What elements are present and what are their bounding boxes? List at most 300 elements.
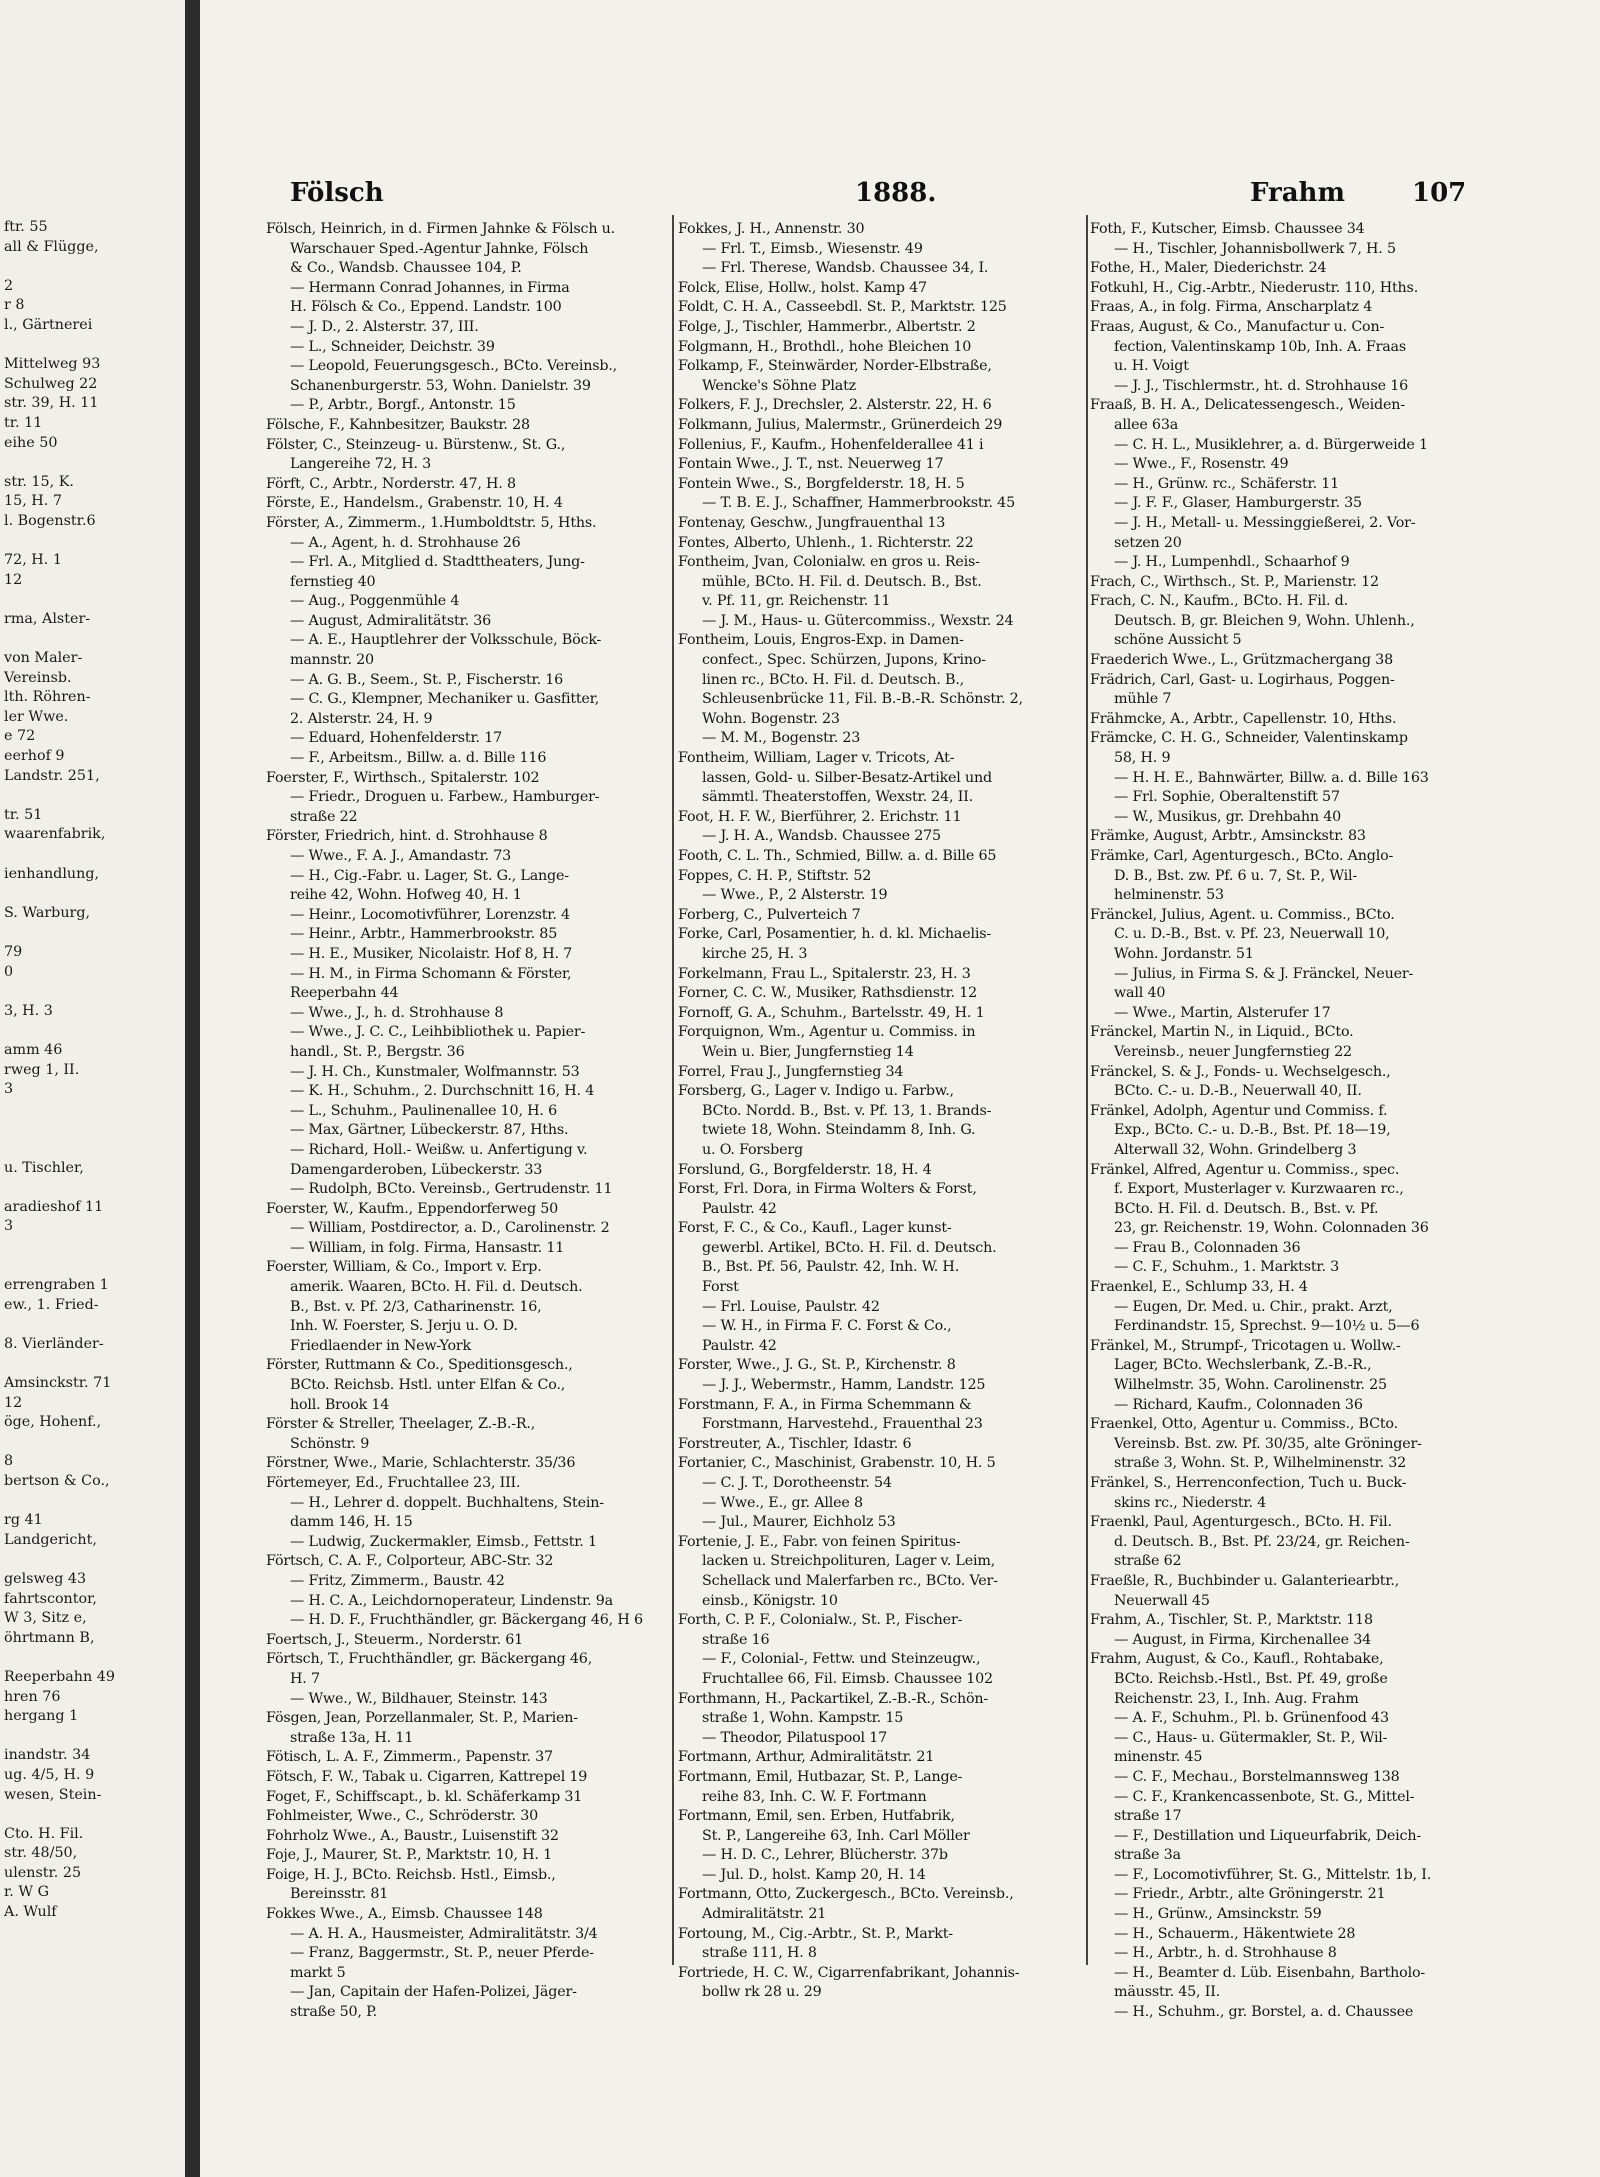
facing-page-line: fahrtscontor, xyxy=(4,1590,97,1607)
directory-entry-line: Förtsch, C. A. F., Colporteur, ABC-Str. 32 xyxy=(266,1553,554,1570)
directory-entry-line: — J. H. Ch., Kunstmaler, Wolfmannstr. 53 xyxy=(290,1063,580,1080)
directory-entry-line: Fortoung, M., Cig.-Arbtr., St. P., Markt- xyxy=(678,1925,953,1942)
directory-entry-line: Folkamp, F., Steinwärder, Norder-Elbstraße, xyxy=(678,358,992,375)
directory-entry-line: — L., Schuhm., Paulinenallee 10, H. 6 xyxy=(290,1102,557,1119)
directory-entry-line: Fontheim, Louis, Engros-Exp. in Damen- xyxy=(678,632,964,649)
directory-entry-line: damm 146, H. 15 xyxy=(290,1514,413,1531)
directory-entry-line: Fohrholz Wwe., A., Baustr., Luisenstift 32 xyxy=(266,1827,559,1844)
directory-entry-line: helminenstr. 53 xyxy=(1114,887,1224,904)
directory-entry-line: — C. G., Klempner, Mechaniker u. Gasfitter, xyxy=(290,691,600,708)
facing-page-line xyxy=(0,786,185,806)
directory-entry-line: Reichenstr. 23, I., Inh. Aug. Frahm xyxy=(1114,1690,1359,1707)
directory-entry-line: — C. F., Mechau., Borstelmannsweg 138 xyxy=(1114,1768,1400,1785)
facing-page-line: eerhof 9 xyxy=(4,748,65,765)
directory-entry-line: — Wwe., J., h. d. Strohhause 8 xyxy=(290,1004,504,1021)
directory-entry-line: d. Deutsch. B., Bst. Pf. 23/24, gr. Reichen- xyxy=(1114,1533,1410,1550)
directory-entry-line: — F., Locomotivführer, St. G., Mittelstr. 1b, I. xyxy=(1114,1866,1432,1883)
header-left-keyword: Fölsch xyxy=(290,178,384,208)
facing-page-line: bertson & Co., xyxy=(4,1473,110,1489)
directory-entry-line: Forslund, G., Borgfelderstr. 18, H. 4 xyxy=(678,1161,932,1178)
directory-entry-line: u. O. Forsberg xyxy=(702,1141,803,1158)
directory-entry-line: — William, in folg. Firma, Hansastr. 11 xyxy=(290,1239,565,1256)
facing-page-line: Cto. H. Fil. xyxy=(4,1825,84,1842)
directory-entry-line: Foppes, C. H. P., Stiftstr. 52 xyxy=(678,867,872,884)
directory-entry-line: Vereinsb., neuer Jungfernstieg 22 xyxy=(1114,1043,1352,1060)
directory-entry-line: Fraeßle, R., Buchbinder u. Galanteriearbtr., xyxy=(1090,1572,1400,1589)
facing-page-line: 3 xyxy=(4,1081,14,1098)
facing-page-line: Landgericht, xyxy=(4,1531,97,1548)
directory-entry-line: — C. H. L., Musiklehrer, a. d. Bürgerweide 1 xyxy=(1114,436,1428,453)
directory-entry-line: Folgmann, H., Brothdl., hohe Bleichen 10 xyxy=(678,338,972,355)
directory-entry-line: — H., Schauerm., Häkentwiete 28 xyxy=(1114,1925,1356,1942)
directory-entry-line: — H. H. E., Bahnwärter, Billw. a. d. Bille 163 xyxy=(1114,769,1429,786)
directory-entry-line: — Jul., Maurer, Eichholz 53 xyxy=(702,1514,896,1531)
facing-page-line: Schulweg 22 xyxy=(4,375,98,392)
directory-entry-line: — H. D. F., Fruchthändler, gr. Bäckergang 46, H 6 xyxy=(290,1612,643,1629)
facing-page-line: inandstr. 34 xyxy=(4,1747,91,1764)
directory-entry-line: — P., Arbtr., Borgf., Antonstr. 15 xyxy=(290,397,516,414)
directory-entry-line: — A., Agent, h. d. Strohhause 26 xyxy=(290,534,521,551)
facing-page-line: e 72 xyxy=(4,728,36,745)
directory-entry-line: Foget, F., Schiffscapt., b. kl. Schäferkamp 31 xyxy=(266,1788,583,1805)
directory-entry-line: Fortanier, C., Maschinist, Grabenstr. 10, H. 5 xyxy=(678,1455,996,1472)
directory-entry-line: — August, in Firma, Kirchenallee 34 xyxy=(1114,1631,1372,1648)
directory-entry-line: twiete 18, Wohn. Steindamm 8, Inh. G. xyxy=(702,1122,976,1139)
facing-page-line: Landstr. 251, xyxy=(4,767,100,784)
directory-entry-line: Forstmann, F. A., in Firma Schemmann & xyxy=(678,1396,972,1413)
directory-entry-line: Förtemeyer, Ed., Fruchtallee 23, III. xyxy=(266,1475,521,1491)
facing-page-line xyxy=(0,1315,185,1335)
entries-column-1 xyxy=(266,220,678,2023)
directory-entry-line: Frahm, August, & Co., Kaufl., Rohtabake, xyxy=(1090,1651,1384,1668)
facing-page-line: eihe 50 xyxy=(4,434,58,451)
facing-page-line: ftr. 55 xyxy=(4,219,48,235)
facing-page-line: amm 46 xyxy=(4,1041,63,1058)
directory-entry-line: — Wwe., P., 2 Alsterstr. 19 xyxy=(702,887,888,904)
directory-entry-line: straße 50, P. xyxy=(290,2004,377,2021)
directory-entry-line: Fölsche, F., Kahnbesitzer, Baukstr. 28 xyxy=(266,416,530,433)
directory-entry-line: skins rc., Niederstr. 4 xyxy=(1114,1494,1267,1511)
directory-entry-line: Schönstr. 9 xyxy=(290,1435,370,1452)
directory-entry-line: Fothe, H., Maler, Diederichstr. 24 xyxy=(1090,260,1327,277)
directory-entry-line: — K. H., Schuhm., 2. Durchschnitt 16, H. 4 xyxy=(290,1083,595,1100)
facing-page-line: rma, Alster- xyxy=(4,610,91,627)
directory-entry-line: Foth, F., Kutscher, Eimsb. Chaussee 34 xyxy=(1090,221,1365,237)
facing-page-line: S. Warburg, xyxy=(4,904,91,921)
facing-page-line: W 3, Sitz e, xyxy=(4,1610,87,1627)
directory-entry-line: Schleusenbrücke 11, Fil. B.-B.-R. Schönstr. 2, xyxy=(702,691,1023,708)
facing-page-line xyxy=(0,1178,185,1198)
facing-page-line xyxy=(0,982,185,1002)
facing-page-line: 79 xyxy=(4,943,23,960)
directory-entry-line: Foertsch, J., Steuerm., Norderstr. 61 xyxy=(266,1631,524,1648)
header-year: 1888. xyxy=(855,178,937,208)
directory-entry-line: straße 111, H. 8 xyxy=(702,1945,817,1962)
facing-page-line: ulenstr. 25 xyxy=(4,1864,82,1881)
directory-entry-line: Foje, J., Maurer, St. P., Marktstr. 10, H. 1 xyxy=(266,1847,552,1864)
directory-entry-line: — Wwe., W., Bildhauer, Steinstr. 143 xyxy=(290,1690,548,1707)
directory-entry-line: Forkelmann, Frau L., Spitalerstr. 23, H. 3 xyxy=(678,965,971,982)
directory-entry-line: Fortmann, Otto, Zuckergesch., BCto. Vereinsb., xyxy=(678,1886,1014,1903)
directory-entry-line: Fontheim, Jvan, Colonialw. en gros u. Reis- xyxy=(678,554,980,571)
directory-entry-line: Fotkuhl, H., Cig.-Arbtr., Niederustr. 110, Hths. xyxy=(1090,279,1419,296)
directory-entry-line: — T. B. E. J., Schaffner, Hammerbrookstr. 45 xyxy=(702,495,1015,512)
facing-page-line: 12 xyxy=(4,571,23,588)
directory-entry-line: — M. M., Bogenstr. 23 xyxy=(702,730,861,747)
directory-entry-line: straße 16 xyxy=(702,1631,770,1648)
directory-entry-line: Fortenie, J. E., Fabr. von feinen Spiritus- xyxy=(678,1533,961,1550)
directory-entry-line: Främke, August, Arbtr., Amsinckstr. 83 xyxy=(1090,828,1366,845)
directory-entry-line: BCto. Reichsb.-Hstl., Bst. Pf. 49, große xyxy=(1114,1670,1388,1687)
facing-page-line: waarenfabrik, xyxy=(4,826,106,843)
facing-page-line xyxy=(0,884,185,904)
directory-entry-line: Forster, Wwe., J. G., St. P., Kirchenstr. 8 xyxy=(678,1357,956,1374)
directory-entry-line: 58, H. 9 xyxy=(1114,750,1171,767)
directory-entry-line: — L., Schneider, Deichstr. 39 xyxy=(290,338,495,355)
directory-entry-line: reihe 42, Wohn. Hofweg 40, H. 1 xyxy=(290,887,522,904)
directory-entry-line: lassen, Gold- u. Silber-Besatz-Artikel und xyxy=(702,769,992,786)
directory-entry-line: Fraas, A., in folg. Firma, Anscharplatz 4 xyxy=(1090,299,1373,316)
facing-page-line: Reeperbahn 49 xyxy=(4,1668,115,1685)
facing-page-line: r. W G xyxy=(4,1884,50,1901)
directory-entry-line: Foige, H. J., BCto. Reichsb. Hstl., Eimsb., xyxy=(266,1866,556,1883)
directory-entry-line: Fraenkel, E., Schlump 33, H. 4 xyxy=(1090,1279,1308,1296)
directory-entry-line: Fornoff, G. A., Schuhm., Bartelsstr. 49, H. 1 xyxy=(678,1004,985,1021)
directory-entry-line: straße 17 xyxy=(1114,1808,1182,1825)
directory-entry-line: BCto. Reichsb. Hstl. unter Elfan & Co., xyxy=(290,1377,566,1394)
facing-page-line xyxy=(0,1100,185,1120)
directory-entry-line: Follenius, F., Kaufm., Hohenfelderallee 41 i xyxy=(678,436,984,453)
page-number: 107 xyxy=(1412,178,1467,208)
directory-entry-line: — Frl. Therese, Wandsb. Chaussee 34, I. xyxy=(702,260,989,277)
facing-page-line xyxy=(0,1550,185,1570)
directory-entry-line: mannstr. 20 xyxy=(290,652,374,669)
directory-entry-line: Fränkel, M., Strumpf-, Tricotagen u. Wollw.- xyxy=(1090,1337,1401,1354)
directory-entry-line: H. 7 xyxy=(290,1670,320,1687)
directory-entry-line: confect., Spec. Schürzen, Jupons, Krino- xyxy=(702,652,986,669)
directory-entry-line: Fösgen, Jean, Porzellanmaler, St. P., Marien- xyxy=(266,1710,578,1727)
directory-entry-line: Fötsch, F. W., Tabak u. Cigarren, Kattrepel 19 xyxy=(266,1768,588,1785)
directory-entry-line: Fortmann, Emil, Hutbazar, St. P., Lange- xyxy=(678,1768,963,1785)
directory-page xyxy=(200,0,1600,2177)
facing-page-line: errengraben 1 xyxy=(4,1277,109,1294)
directory-entry-line: Reeperbahn 44 xyxy=(290,985,399,1002)
facing-page-line xyxy=(0,1433,185,1453)
directory-entry-line: Fraederich Wwe., L., Grützmachergang 38 xyxy=(1090,652,1393,669)
directory-entry-line: Langereihe 72, H. 3 xyxy=(290,456,432,473)
directory-entry-line: Förster, Ruttmann & Co., Speditionsgesch., xyxy=(266,1357,573,1374)
directory-entry-line: Frach, C., Wirthsch., St. P., Marienstr. 12 xyxy=(1090,573,1379,590)
facing-page-line xyxy=(0,1237,185,1257)
directory-entry-line: — Frl. A., Mitglied d. Stadttheaters, Jung- xyxy=(290,554,585,571)
directory-entry-line: — Rudolph, BCto. Vereinsb., Gertrudenstr. 11 xyxy=(290,1181,613,1198)
directory-entry-line: amerik. Waaren, BCto. H. Fil. d. Deutsch. xyxy=(290,1279,583,1296)
directory-entry-line: — A. H. A., Hausmeister, Admiralitätstr. 3/4 xyxy=(290,1925,598,1942)
directory-entry-line: — A. F., Schuhm., Pl. b. Grünenfood 43 xyxy=(1114,1710,1389,1727)
directory-entry-line: Damengarderoben, Lübeckerstr. 33 xyxy=(290,1161,543,1178)
facing-page-line xyxy=(0,1021,185,1041)
directory-entry-line: — Leopold, Feuerungsgesch., BCto. Vereinsb., xyxy=(290,358,618,375)
directory-entry-line: Wohn. Bogenstr. 23 xyxy=(702,710,840,727)
directory-entry-line: — Jul. D., holst. Kamp 20, H. 14 xyxy=(702,1866,926,1883)
directory-entry-line: — J. J., Tischlermstr., ht. d. Strohhause 16 xyxy=(1114,377,1409,394)
directory-entry-line: Neuerwall 45 xyxy=(1114,1592,1210,1609)
directory-entry-line: — Heinr., Locomotivführer, Lorenzstr. 4 xyxy=(290,906,570,923)
directory-entry-line: — Ludwig, Zuckermakler, Eimsb., Fettstr. 1 xyxy=(290,1533,597,1550)
entries-column-2 xyxy=(678,220,1088,2003)
directory-entry-line: Förstner, Wwe., Marie, Schlachterstr. 35/36 xyxy=(266,1455,576,1472)
facing-page-line: rweg 1, II. xyxy=(4,1061,80,1078)
directory-entry-line: — Franz, Baggermstr., St. P., neuer Pferde- xyxy=(290,1945,594,1962)
directory-entry-line: — H., Cig.-Fabr. u. Lager, St. G., Lange- xyxy=(290,867,569,884)
directory-entry-line: — H. C. A., Leichdornoperateur, Lindenstr. 9a xyxy=(290,1592,613,1609)
facing-page-line: str. 39, H. 11 xyxy=(4,395,99,412)
directory-entry-line: Förft, C., Arbtr., Norderstr. 47, H. 8 xyxy=(266,475,516,492)
facing-page-line: ug. 4/5, H. 9 xyxy=(4,1766,95,1783)
page-header xyxy=(200,178,1600,218)
facing-page-line: lth. Röhren- xyxy=(4,689,91,706)
directory-entry-line: Foot, H. F. W., Bierführer, 2. Erichstr. 11 xyxy=(678,808,962,825)
directory-entry-line: — W. H., in Firma F. C. Forst & Co., xyxy=(702,1318,952,1335)
directory-entry-line: fernstieg 40 xyxy=(290,573,376,590)
directory-entry-line: Warschauer Sped.-Agentur Jahnke, Fölsch xyxy=(290,240,589,257)
facing-page-line: all & Flügge, xyxy=(4,238,99,255)
directory-entry-line: linen rc., BCto. H. Fil. d. Deutsch. B., xyxy=(702,671,965,688)
directory-entry-line: C. u. D.-B., Bst. v. Pf. 23, Neuerwall 10, xyxy=(1114,926,1390,943)
directory-entry-line: Forquignon, Wm., Agentur u. Commiss. in xyxy=(678,1024,976,1041)
facing-page-line: ew., 1. Fried- xyxy=(4,1296,99,1313)
directory-entry-line: — C. F., Schuhm., 1. Marktstr. 3 xyxy=(1114,1259,1340,1276)
facing-page-line xyxy=(0,923,185,943)
directory-entry-line: — Aug., Poggenmühle 4 xyxy=(290,593,460,610)
directory-entry-line: Fränckel, Julius, Agent. u. Commiss., BCto. xyxy=(1090,906,1395,923)
facing-page-line xyxy=(0,1648,185,1668)
facing-page-line: l. Bogenstr.6 xyxy=(4,512,96,529)
directory-entry-line: mühle, BCto. H. Fil. d. Deutsch. B., Bst. xyxy=(702,573,982,590)
directory-entry-line: — Wwe., F., Rosenstr. 49 xyxy=(1114,456,1289,473)
facing-page-line: str. 15, K. xyxy=(4,473,74,490)
directory-entry-line: minenstr. 45 xyxy=(1114,1749,1203,1766)
directory-entry-line: — Max, Gärtner, Lübeckerstr. 87, Hths. xyxy=(290,1122,569,1139)
directory-entry-line: Forth, C. P. F., Colonialw., St. P., Fischer- xyxy=(678,1612,963,1629)
facing-page-line xyxy=(0,1492,185,1512)
facing-page-line: 15, H. 7 xyxy=(4,493,62,510)
directory-entry-line: B., Bst. v. Pf. 2/3, Catharinenstr. 16, xyxy=(290,1298,542,1315)
directory-entry-line: Fontain Wwe., J. T., nst. Neuerweg 17 xyxy=(678,456,944,473)
directory-entry-line: straße 62 xyxy=(1114,1553,1182,1570)
directory-entry-line: Footh, C. L. Th., Schmied, Billw. a. d. Bille 65 xyxy=(678,848,997,864)
directory-entry-line: v. Pf. 11, gr. Reichenstr. 11 xyxy=(702,593,891,610)
directory-entry-line: — H. M., in Firma Schomann & Förster, xyxy=(290,965,572,982)
directory-entry-line: D. B., Bst. zw. Pf. 6 u. 7, St. P., Wil- xyxy=(1114,867,1358,884)
directory-entry-line: allee 63a xyxy=(1114,416,1179,433)
directory-entry-line: — C. J. T., Dorotheenstr. 54 xyxy=(702,1475,892,1491)
directory-entry-line: — Wwe., E., gr. Allee 8 xyxy=(702,1494,863,1511)
directory-entry-line: Folkmann, Julius, Malermstr., Grünerdeich 29 xyxy=(678,416,1003,433)
facing-page-line xyxy=(0,532,185,552)
directory-entry-line: — Heinr., Arbtr., Hammerbrookstr. 85 xyxy=(290,926,558,943)
directory-entry-line: BCto. H. Fil. d. Deutsch. B., Bst. v. Pf. xyxy=(1114,1200,1379,1217)
directory-entry-line: straße 22 xyxy=(290,808,358,825)
directory-entry-line: BCto. C.- u. D.-B., Neuerwall 40, II. xyxy=(1114,1083,1362,1100)
directory-entry-line: Foerster, F., Wirthsch., Spitalerstr. 102 xyxy=(266,769,540,786)
directory-entry-line: — H., Schuhm., gr. Borstel, a. d. Chaussee xyxy=(1114,2004,1414,2021)
directory-entry-line: Folck, Elise, Hollw., holst. Kamp 47 xyxy=(678,279,927,296)
directory-entry-line: — H., Grünw., Amsinckstr. 59 xyxy=(1114,1906,1322,1923)
facing-page-line xyxy=(0,257,185,277)
directory-entry-line: Forsberg, G., Lager v. Indigo u. Farbw., xyxy=(678,1083,954,1100)
facing-page-line: öge, Hohenf., xyxy=(4,1414,102,1431)
facing-page-line: l., Gärtnerei xyxy=(4,316,93,333)
directory-entry-line: — A. G. B., Seem., St. P., Fischerstr. 16 xyxy=(290,671,564,688)
directory-entry-line: — J. M., Haus- u. Gütercommiss., Wexstr. 24 xyxy=(702,612,1014,629)
directory-entry-line: — Frl. Louise, Paulstr. 42 xyxy=(702,1298,880,1315)
directory-entry-line: Fränckel, Martin N., in Liquid., BCto. xyxy=(1090,1024,1354,1041)
facing-page-line: rg 41 xyxy=(4,1512,43,1529)
facing-page-line: 8 xyxy=(4,1453,14,1470)
facing-page-line xyxy=(0,629,185,649)
directory-entry-line: Främcke, C. H. G., Schneider, Valentinskamp xyxy=(1090,730,1408,747)
facing-page-line: ler Wwe. xyxy=(4,708,69,725)
directory-entry-line: Fölster, C., Steinzeug- u. Bürstenw., St. G., xyxy=(266,436,566,453)
directory-entry-line: Fränkel, Alfred, Agentur u. Commiss., spec. xyxy=(1090,1161,1400,1178)
directory-entry-line: Förster & Streller, Theelager, Z.-B.-R., xyxy=(266,1416,536,1433)
facing-page-line: str. 48/50, xyxy=(4,1845,78,1862)
directory-entry-line: Forst xyxy=(702,1279,739,1296)
directory-entry-line: Fränckel, S. & J., Fonds- u. Wechselgesch., xyxy=(1090,1063,1391,1080)
directory-entry-line: Wencke's Söhne Platz xyxy=(702,377,856,394)
directory-entry-line: Frach, C. N., Kaufm., BCto. H. Fil. d. xyxy=(1090,593,1348,610)
directory-entry-line: Schanenburgerstr. 53, Wohn. Danielstr. 39 xyxy=(290,377,591,394)
directory-entry-line: Fontein Wwe., S., Borgfelderstr. 18, H. 5 xyxy=(678,475,965,492)
directory-entry-line: mäusstr. 45, II. xyxy=(1114,1984,1220,2001)
facing-page-line: A. Wulf xyxy=(4,1904,57,1921)
directory-entry-line: — Jan, Capitain der Hafen-Polizei, Jäger- xyxy=(290,1984,577,2001)
directory-entry-line: Förste, E., Handelsm., Grabenstr. 10, H. 4 xyxy=(266,495,563,512)
directory-entry-line: Frahm, A., Tischler, St. P., Marktstr. 118 xyxy=(1090,1612,1373,1629)
directory-entry-line: — Frl. T., Eimsb., Wiesenstr. 49 xyxy=(702,240,923,257)
directory-entry-line: — August, Admiralitätstr. 36 xyxy=(290,612,492,629)
facing-page-line: 72, H. 1 xyxy=(4,552,62,569)
directory-entry-line: — Eduard, Hohenfelderstr. 17 xyxy=(290,730,502,747)
facing-page-line: 12 xyxy=(4,1394,23,1411)
facing-page-line: 0 xyxy=(4,963,14,980)
directory-entry-line: Fölsch, Heinrich, in d. Firmen Jahnke & Fölsch u. xyxy=(266,221,616,237)
directory-entry-line: Friedlaender in New-York xyxy=(290,1337,471,1354)
directory-entry-line: straße 3, Wohn. St. P., Wilhelminenstr. 32 xyxy=(1114,1455,1407,1472)
facing-page-line: hren 76 xyxy=(4,1688,61,1705)
directory-entry-line: straße 1, Wohn. Kampstr. 15 xyxy=(702,1710,904,1727)
facing-page-line: 3, H. 3 xyxy=(4,1002,53,1019)
directory-entry-line: — H. D. C., Lehrer, Blücherstr. 37b xyxy=(702,1847,948,1864)
directory-entry-line: — Richard, Holl.- Weißw. u. Anfertigung v. xyxy=(290,1141,588,1158)
facing-page-line: Vereinsb. xyxy=(4,669,72,686)
directory-entry-line: — Wwe., J. C. C., Leihbibliothek u. Papier- xyxy=(290,1024,586,1041)
directory-entry-line: Forstmann, Harvestehd., Frauenthal 23 xyxy=(702,1416,983,1433)
facing-page-line: wesen, Stein- xyxy=(4,1786,102,1803)
directory-entry-line: BCto. Nordd. B., Bst. v. Pf. 13, 1. Brands- xyxy=(702,1102,992,1119)
directory-entry-line: Forthmann, H., Packartikel, Z.-B.-R., Schön- xyxy=(678,1690,989,1707)
directory-entry-line: — H., Beamter d. Lüb. Eisenbahn, Bartholo- xyxy=(1114,1964,1425,1981)
directory-entry-line: — J. H., Lumpenhdl., Schaarhof 9 xyxy=(1114,554,1350,571)
directory-entry-line: Deutsch. B, gr. Bleichen 9, Wohn. Uhlenh., xyxy=(1114,612,1415,629)
directory-entry-line: kirche 25, H. 3 xyxy=(702,945,808,962)
directory-entry-line: mühle 7 xyxy=(1114,691,1172,708)
directory-entry-line: Foldt, C. H. A., Casseebdl. St. P., Marktstr. 125 xyxy=(678,299,1007,316)
directory-entry-line: Exp., BCto. C.- u. D.-B., Bst. Pf. 18—19, xyxy=(1114,1122,1391,1139)
directory-entry-line: wall 40 xyxy=(1114,985,1166,1002)
directory-entry-line: — Frau B., Colonnaden 36 xyxy=(1114,1239,1301,1256)
directory-entry-line: handl., St. P., Bergstr. 36 xyxy=(290,1043,465,1060)
directory-entry-line: Fraas, August, & Co., Manufactur u. Con- xyxy=(1090,318,1385,335)
facing-page-line xyxy=(0,1727,185,1747)
directory-entry-line: — F., Destillation und Liqueurfabrik, Deich- xyxy=(1114,1827,1422,1844)
directory-entry-line: straße 13a, H. 11 xyxy=(290,1729,414,1746)
directory-entry-line: Inh. W. Foerster, S. Jerju u. O. D. xyxy=(290,1318,518,1335)
directory-entry-line: Foerster, William, & Co., Import v. Erp. xyxy=(266,1259,542,1276)
facing-page-column xyxy=(0,218,185,1923)
directory-entry-line: — Wwe., Martin, Alsterufer 17 xyxy=(1114,1004,1331,1021)
directory-entry-line: — Wwe., F. A. J., Amandastr. 73 xyxy=(290,848,512,864)
directory-entry-line: Fränkel, Adolph, Agentur und Commiss. f. xyxy=(1090,1102,1388,1119)
directory-entry-line: markt 5 xyxy=(290,1964,346,1981)
facing-page-line xyxy=(0,453,185,473)
directory-entry-line: Frädrich, Carl, Gast- u. Logirhaus, Poggen- xyxy=(1090,671,1395,688)
directory-entry-line: Paulstr. 42 xyxy=(702,1200,777,1217)
facing-page-fragment xyxy=(0,0,185,2177)
directory-entry-line: schöne Aussicht 5 xyxy=(1114,632,1242,649)
facing-page-line xyxy=(0,590,185,610)
directory-entry-line: Folkers, F. J., Drechsler, 2. Alsterstr. 22, H. 6 xyxy=(678,397,992,414)
directory-entry-line: Wilhelmstr. 35, Wohn. Carolinenstr. 25 xyxy=(1114,1377,1387,1394)
directory-entry-line: Fohlmeister, Wwe., C., Schröderstr. 30 xyxy=(266,1808,539,1825)
directory-entry-line: Foerster, W., Kaufm., Eppendorferweg 50 xyxy=(266,1200,559,1217)
directory-entry-line: — W., Musikus, gr. Drehbahn 40 xyxy=(1114,808,1342,825)
directory-entry-line: — H., Tischler, Johannisbollwerk 7, H. 5 xyxy=(1114,240,1396,257)
directory-entry-line: St. P., Langereihe 63, Inh. Carl Möller xyxy=(702,1827,970,1844)
directory-entry-line: Fontheim, William, Lager v. Tricots, At- xyxy=(678,750,955,767)
directory-entry-line: Forke, Carl, Posamentier, h. d. kl. Michaelis- xyxy=(678,926,992,943)
directory-entry-line: Frähmcke, A., Arbtr., Capellenstr. 10, Hths. xyxy=(1090,710,1397,727)
facing-page-line: aradieshof 11 xyxy=(4,1198,104,1215)
directory-entry-line: — J. F. F., Glaser, Hamburgerstr. 35 xyxy=(1114,495,1362,512)
directory-entry-line: — J. D., 2. Alsterstr. 37, III. xyxy=(290,318,479,335)
facing-page-line: öhrtmann B, xyxy=(4,1629,95,1646)
directory-entry-line: — Theodor, Pilatuspool 17 xyxy=(702,1729,888,1746)
directory-entry-line: — F., Arbeitsm., Billw. a. d. Bille 116 xyxy=(290,750,547,767)
directory-entry-line: — Fritz, Zimmerm., Baustr. 42 xyxy=(290,1572,505,1589)
directory-entry-line: lacken u. Streichpolituren, Lager v. Leim, xyxy=(702,1553,996,1570)
directory-entry-line: — J. H. A., Wandsb. Chaussee 275 xyxy=(702,828,941,845)
directory-entry-line: Fränkel, S., Herrenconfection, Tuch u. Buck- xyxy=(1090,1475,1407,1491)
directory-entry-line: Fokkes, J. H., Annenstr. 30 xyxy=(678,221,865,237)
directory-entry-line: — Eugen, Dr. Med. u. Chir., prakt. Arzt, xyxy=(1114,1298,1393,1315)
directory-entry-line: reihe 83, Inh. C. W. F. Fortmann xyxy=(702,1788,927,1805)
directory-entry-line: — J. J., Webermstr., Hamm, Landstr. 125 xyxy=(702,1377,986,1394)
directory-entry-line: — William, Postdirector, a. D., Carolinenstr. 2 xyxy=(290,1220,610,1237)
facing-page-line: gelsweg 43 xyxy=(4,1570,87,1587)
directory-entry-line: — Frl. Sophie, Oberaltenstift 57 xyxy=(1114,789,1340,806)
facing-page-line: Mittelweg 93 xyxy=(4,356,101,373)
facing-page-line: tr. 11 xyxy=(4,414,43,431)
directory-entry-line: Fontenay, Geschw., Jungfrauenthal 13 xyxy=(678,514,946,531)
directory-entry-line: B., Bst. Pf. 56, Paulstr. 42, Inh. W. H. xyxy=(702,1259,960,1276)
directory-entry-line: Forberg, C., Pulverteich 7 xyxy=(678,906,861,923)
directory-entry-line: — H., Grünw. rc., Schäferstr. 11 xyxy=(1114,475,1340,492)
directory-entry-line: sämmtl. Theaterstoffen, Wexstr. 24, II. xyxy=(702,789,973,806)
directory-entry-line: — Hermann Conrad Johannes, in Firma xyxy=(290,279,570,296)
facing-page-line: r 8 xyxy=(4,297,25,314)
